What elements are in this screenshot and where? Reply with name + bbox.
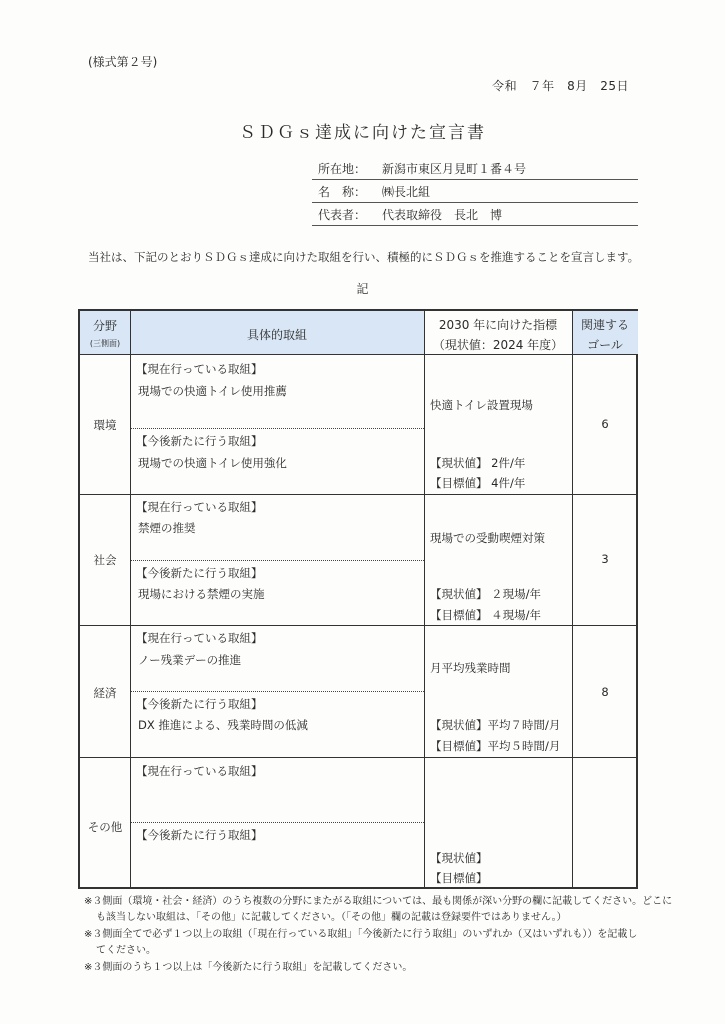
current-heading: 【現在行っている取組】: [136, 631, 263, 645]
new-text: 現場における禁煙の実施: [138, 587, 265, 601]
header-goal-line2: ゴール: [587, 338, 623, 352]
new-heading: 【今後新たに行う取組】: [136, 566, 263, 580]
new-heading: 【今後新たに行う取組】: [136, 434, 263, 448]
goal-number: 3: [601, 552, 609, 566]
header-indicator-line1: 2030 年に向けた指標: [438, 318, 558, 332]
document-date: 令和 ７年 8月 25日: [492, 79, 629, 93]
current-text: ノー残業デーの推進: [138, 653, 242, 667]
header-field-sub: (三側面): [89, 339, 121, 348]
current-value: 【現状値】平均７時間/月: [430, 718, 561, 732]
note-line: ※３側面（環境・社会・経済）のうち複数の分野にまたがる取組については、最も関係が深い分野の欄に記載してください。どこに: [84, 896, 673, 907]
info-label: 所在地：: [318, 162, 367, 176]
dotted-divider: [131, 691, 424, 692]
info-row-address: [312, 157, 638, 180]
header-goal-line1: 関連する: [580, 318, 629, 332]
info-value: ㈱長北組: [382, 185, 431, 199]
row-field-society: 社会: [93, 553, 117, 567]
new-text: 現場での快適トイレ使用強化: [138, 456, 287, 470]
current-heading: 【現在行っている取組】: [136, 764, 263, 778]
declaration-text: 当社は、下記のとおりＳＤＧｓ達成に向けた取組を行い、積極的にＳＤＧｓを推進することを宣言します。: [88, 250, 640, 264]
note-line: てください。: [96, 945, 156, 956]
new-text: DX 推進による、残業時間の低減: [138, 718, 308, 732]
goal-number: 8: [601, 685, 609, 699]
target-value: 【目標値】 4件/年: [430, 476, 526, 490]
info-value: 代表取締役 長北 博: [382, 208, 503, 222]
info-value: 新潟市東区月見町１番４号: [382, 162, 527, 176]
target-value: 【目標値】: [430, 871, 488, 885]
column-divider: [572, 311, 573, 887]
indicator-text: 月平均残業時間: [430, 661, 511, 675]
column-divider: [424, 311, 425, 887]
current-value: 【現状値】 2件/年: [430, 456, 526, 470]
indicator-text: 快適トイレ設置現場: [430, 398, 533, 412]
dotted-divider: [131, 822, 424, 823]
ki-marker: 記: [356, 282, 369, 296]
row-field-economy: 経済: [93, 686, 117, 700]
row-divider: [80, 757, 636, 758]
new-heading: 【今後新たに行う取組】: [136, 828, 263, 842]
target-value: 【目標値】平均５時間/月: [430, 739, 561, 753]
dotted-divider: [131, 428, 424, 429]
document-title: ＳＤＧｓ達成に向けた宣言書: [239, 123, 486, 143]
row-field-environment: 環境: [93, 418, 117, 432]
new-heading: 【今後新たに行う取組】: [136, 697, 263, 711]
current-value: 【現状値】: [430, 851, 488, 865]
current-text: 現場での快適トイレ使用推薦: [138, 384, 287, 398]
form-number: (様式第２号): [88, 55, 158, 69]
current-text: 禁煙の推奨: [138, 521, 196, 535]
dotted-divider: [131, 560, 424, 561]
info-row-name: [312, 180, 638, 203]
note-line: ※３側面のうち１つ以上は「今後新たに行う取組」を記載してください。: [84, 962, 413, 973]
indicator-text: 現場での受動喫煙対策: [430, 531, 545, 545]
row-divider: [80, 625, 636, 626]
current-value: 【現状値】 ２現場/年: [430, 587, 542, 601]
row-divider: [80, 494, 636, 495]
target-value: 【目標値】 ４現場/年: [430, 608, 542, 622]
row-field-other: その他: [87, 820, 123, 834]
header-action: 具体的取組: [246, 328, 307, 342]
header-field: 分野: [92, 319, 117, 333]
current-heading: 【現在行っている取組】: [136, 362, 263, 376]
column-divider: [130, 311, 131, 887]
info-label: 名 称：: [318, 185, 367, 199]
info-label: 代表者：: [318, 208, 367, 222]
sdgs-table: [78, 309, 638, 889]
info-row-representative: [312, 203, 638, 226]
note-line: も該当しない取組は、「その他」に記載してください。（「その他」欄の記載は登録要件ではありません。）: [96, 912, 567, 923]
current-heading: 【現在行っている取組】: [136, 500, 263, 514]
note-line: ※３側面全てで必ず１つ以上の取組（「現在行っている取組」「今後新たに行う取組」のいずれか（又はいずれも））を記載し: [84, 929, 638, 940]
header-indicator-line2: （現状値：2024 年度）: [432, 338, 564, 352]
goal-number: 6: [601, 417, 609, 431]
